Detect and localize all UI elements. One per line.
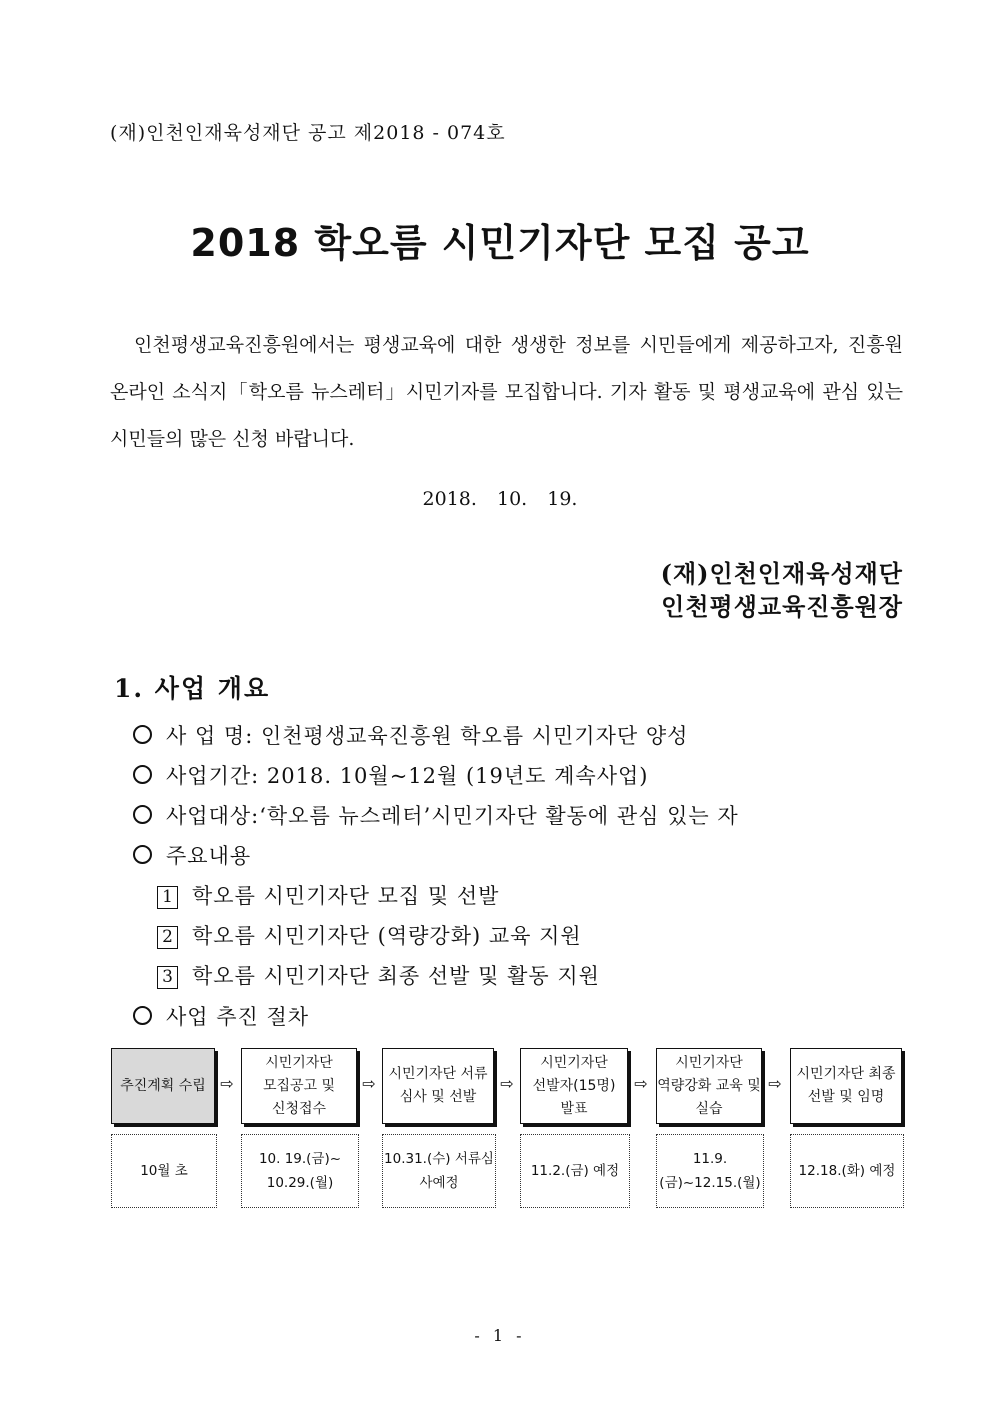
main-item: 1 학오름 시민기자단 모집 및 선발	[157, 880, 499, 910]
flow-step-announcement: 시민기자단 선발자(15명) 발표	[520, 1048, 628, 1124]
flow-schedule-recruitment: 10. 19.(금)~ 10.29.(월)	[241, 1134, 359, 1208]
arrow-right-icon: ⇨	[634, 1074, 648, 1093]
page-number: - 1 -	[474, 1326, 526, 1345]
procedure-flowchart	[111, 1048, 903, 1208]
flow-step-appointment: 시민기자단 최종 선발 및 임명	[790, 1048, 902, 1124]
bullet-procedure: 사업 추진 절차	[133, 1001, 309, 1031]
flow-step-training: 시민기자단 역량강화 교육 및 실습	[656, 1048, 762, 1124]
circle-bullet-icon	[133, 805, 152, 824]
flow-schedule-appointment: 12.18.(화) 예정	[790, 1134, 904, 1208]
section-title: 1. 사업 개요	[114, 674, 271, 703]
issuer-block	[661, 557, 903, 623]
flow-step-screening: 시민기자단 서류 심사 및 선발	[382, 1048, 494, 1124]
number-box: 1	[157, 886, 178, 909]
issuer-foundation: (재)인천인재육성재단	[660, 559, 903, 588]
document-date: 2018. 10. 19.	[422, 488, 578, 510]
flow-step-recruitment: 시민기자단 모집공고 및 신청접수	[241, 1048, 357, 1124]
circle-bullet-icon	[133, 845, 152, 864]
intro-paragraph: 인천평생교육진흥원에서는 평생교육에 대한 생생한 정보를 시민들에게 제공하고자, 진흥원 온라인 소식지「학오름 뉴스레터」시민기자를 모집합니다. 기자 활동 및 평생교육에 관심 있는 시민들의 많은 신청 바랍니다.	[110, 334, 903, 450]
number-box: 2	[157, 926, 178, 949]
bullet-project-name: 사 업 명: 인천평생교육진흥원 학오름 시민기자단 양성	[133, 720, 688, 750]
arrow-right-icon: ⇨	[768, 1074, 782, 1093]
notice-number: (재)인천인재육성재단 공고 제2018 - 074호	[110, 122, 506, 144]
circle-bullet-icon	[133, 765, 152, 784]
number-box: 3	[157, 966, 178, 989]
main-item: 3 학오름 시민기자단 최종 선발 및 활동 지원	[157, 960, 600, 990]
flow-schedule-announcement: 11.2.(금) 예정	[520, 1134, 630, 1208]
arrow-right-icon: ⇨	[220, 1074, 234, 1093]
bullet-project-target: 사업대상:‘학오름 뉴스레터’시민기자단 활동에 관심 있는 자	[133, 800, 739, 830]
arrow-right-icon: ⇨	[500, 1074, 514, 1093]
arrow-right-icon: ⇨	[362, 1074, 376, 1093]
flow-step-planning: 추진계획 수립	[111, 1048, 215, 1124]
bullet-main-content: 주요내용	[133, 840, 251, 870]
flow-schedule-planning: 10월 초	[111, 1134, 217, 1208]
main-item: 2 학오름 시민기자단 (역량강화) 교육 지원	[157, 920, 582, 950]
circle-bullet-icon	[133, 725, 152, 744]
document-title: 2018 학오름 시민기자단 모집 공고	[190, 221, 810, 265]
issuer-director: 인천평생교육진흥원장	[661, 592, 903, 621]
flow-schedule-training: 11.9.(금)~12.15.(월)	[656, 1134, 764, 1208]
flow-schedule-screening: 10.31.(수) 서류심사예정	[382, 1134, 496, 1208]
bullet-project-period: 사업기간: 2018. 10월~12월 (19년도 계속사업)	[133, 760, 648, 790]
circle-bullet-icon	[133, 1006, 152, 1025]
